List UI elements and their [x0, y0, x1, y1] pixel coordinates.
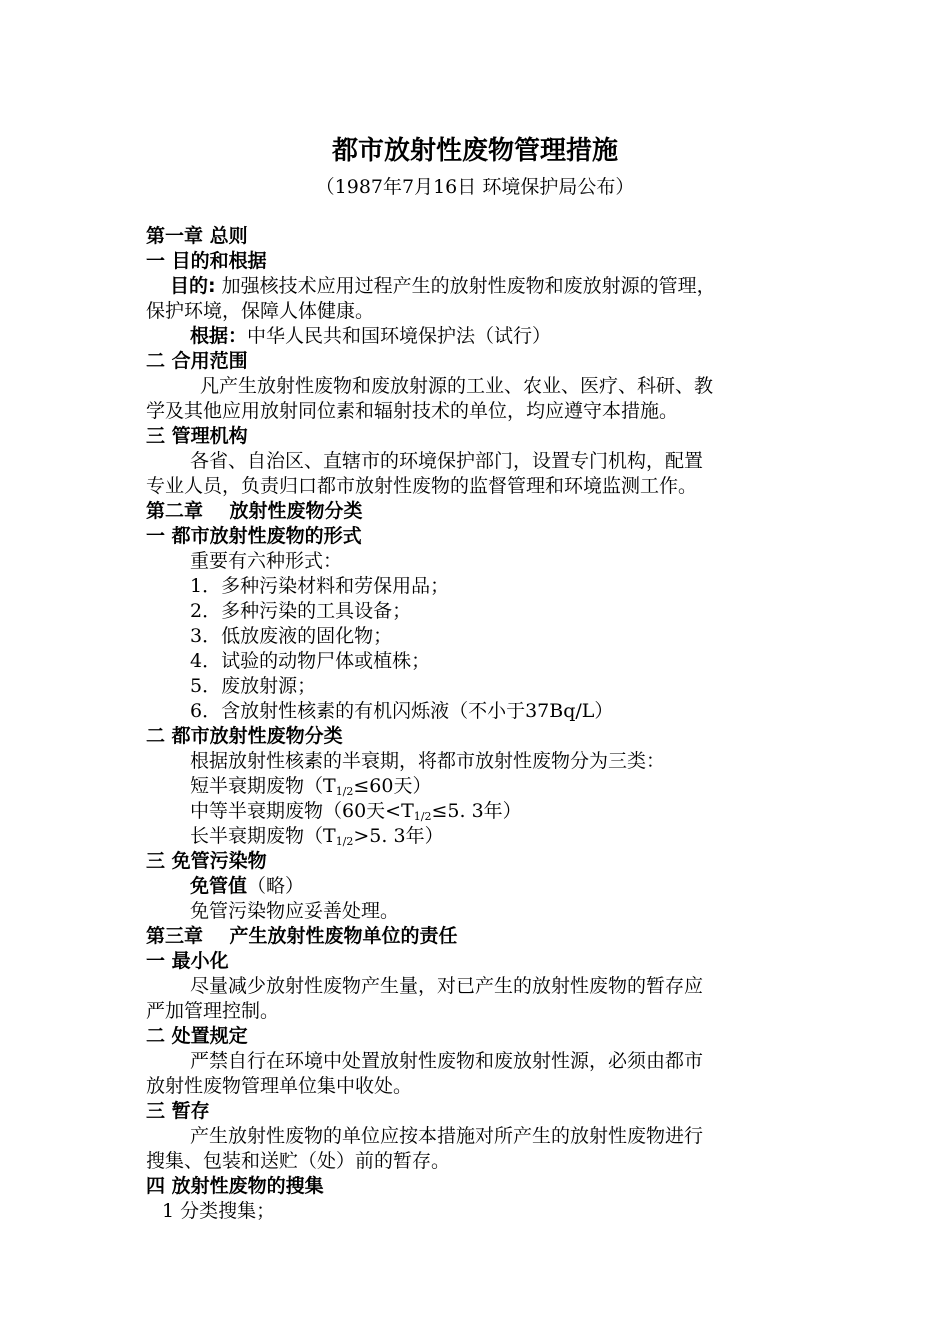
form-item-5: 5．废放射源；	[190, 675, 317, 697]
chapter-1-heading: 第一章 总则	[146, 225, 248, 247]
storage-text-line-1: 产生放射性废物的单位应按本措施对所产生的放射性废物进行	[190, 1125, 704, 1147]
storage-text-line-2: 搜集、包装和送贮（处）前的暂存。	[146, 1150, 451, 1172]
short-half-life-class	[190, 774, 432, 799]
purpose-line	[170, 274, 716, 299]
disposal-text-line-2: 放射性废物管理单位集中收处。	[146, 1075, 413, 1097]
ch3-section-3-heading: 三 暂存	[146, 1100, 210, 1122]
form-item-6: 6．含放射性核素的有机闪烁液（不小于37Bq/L）	[190, 700, 614, 722]
medium-class-limit: ≤5. 3年）	[431, 800, 522, 822]
chapter-3-heading: 第三章 产生放射性废物单位的责任	[146, 925, 458, 947]
basis-text: 中华人民共和国环境保护法（试行）	[247, 325, 552, 347]
form-item-4: 4．试验的动物尸体或植株；	[190, 650, 431, 672]
long-class-text: 长半衰期废物（T	[190, 825, 336, 847]
form-item-3: 3．低放废液的固化物；	[190, 625, 393, 647]
ch3-section-2-heading: 二 处置规定	[146, 1025, 248, 1047]
ch2-section-3-heading: 三 免管污染物	[146, 850, 267, 872]
short-class-limit: ≤60天）	[353, 775, 432, 797]
scope-text-line-2: 学及其他应用放射同位素和辐射技术的单位，均应遵守本措施。	[146, 400, 679, 422]
short-class-text: 短半衰期废物（T	[190, 775, 336, 797]
long-half-life-class	[190, 824, 444, 849]
basis-line	[190, 324, 551, 349]
medium-class-text: 中等半衰期废物（60天<T	[190, 800, 414, 822]
minimization-text-line-1: 尽量减少放射性废物产生量，对已产生的放射性废物的暂存应	[190, 975, 704, 997]
agency-text-line-1: 各省、自治区、直辖市的环境保护部门，设置专门机构，配置	[190, 450, 704, 472]
form-item-2: 2．多种污染的工具设备；	[190, 600, 412, 622]
ch3-section-4-heading: 四 放射性废物的搜集	[146, 1175, 324, 1197]
medium-class-subscript: 1/2	[413, 810, 432, 823]
medium-half-life-class	[190, 799, 522, 824]
ch1-section-2-heading: 二 合用范围	[146, 350, 248, 372]
exempt-value-note: （略）	[247, 875, 305, 897]
ch3-section-1-heading: 一 最小化	[146, 950, 229, 972]
form-item-1: 1．多种污染材料和劳保用品；	[190, 575, 450, 597]
chapter-2-heading: 第二章 放射性废物分类	[146, 500, 363, 522]
ch2-section-1-heading: 一 都市放射性废物的形式	[146, 525, 362, 547]
ch2-section-2-heading: 二 都市放射性废物分类	[146, 725, 343, 747]
scope-text-line-1: 凡产生放射性废物和废放射源的工业、农业、医疗、科研、教	[200, 375, 714, 397]
document-subtitle: （1987年7月16日 环境保护局公布）	[315, 176, 635, 198]
exempt-value-label: 免管值	[190, 875, 248, 897]
exempt-value-line	[190, 874, 304, 899]
agency-text-line-2: 专业人员，负责归口都市放射性废物的监督管理和环境监测工作。	[146, 475, 698, 497]
purpose-text-continued: 保护环境，保障人体健康。	[146, 300, 375, 322]
long-class-subscript: 1/2	[335, 835, 354, 848]
purpose-text: 加强核技术应用过程产生的放射性废物和废放射源的管理，	[221, 275, 716, 297]
basis-label: 根据：	[190, 325, 248, 347]
purpose-label: 目的:	[170, 275, 216, 297]
ch1-section-3-heading: 三 管理机构	[146, 425, 248, 447]
ch1-section-1-heading: 一 目的和根据	[146, 250, 267, 272]
classification-intro: 根据放射性核素的半衰期，将都市放射性废物分为三类：	[190, 750, 666, 772]
short-class-subscript: 1/2	[335, 785, 354, 798]
minimization-text-line-2: 严加管理控制。	[146, 1000, 280, 1022]
long-class-limit: >5. 3年）	[353, 825, 444, 847]
exempt-text: 免管污染物应妥善处理。	[190, 900, 400, 922]
collection-item-1: 1 分类搜集；	[162, 1200, 276, 1222]
disposal-text-line-1: 严禁自行在环境中处置放射性废物和废放射性源，必须由都市	[190, 1050, 704, 1072]
document-title: 都市放射性废物管理措施	[331, 136, 618, 166]
forms-intro: 重要有六种形式：	[190, 550, 343, 572]
